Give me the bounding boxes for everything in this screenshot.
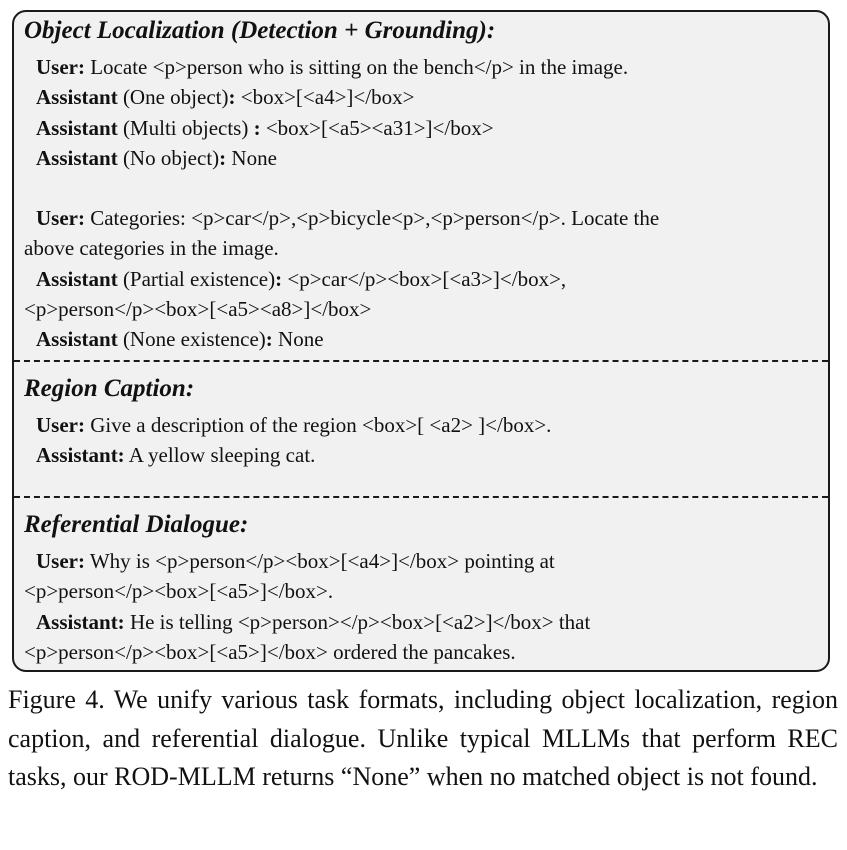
answer-text: <box>[<a4>]</box> bbox=[235, 85, 415, 110]
spacer bbox=[24, 173, 820, 203]
user-label: User: bbox=[36, 549, 85, 573]
answer-text: None bbox=[226, 145, 277, 170]
object-localization-section bbox=[14, 14, 828, 355]
user-prompt-text: Why is <p>person</p><box>[<a4>]</box> pointing at bbox=[84, 549, 555, 573]
assistant-label: Assistant bbox=[36, 115, 118, 140]
user-prompt-text: Give a description of the region <box>[ <a2> ]</box>. bbox=[84, 413, 552, 437]
assistant-one-object-line bbox=[24, 82, 820, 112]
qualifier-text: (No object) bbox=[117, 145, 220, 170]
answer-text: <p>car</p><box>[<a3>]</box>, bbox=[282, 266, 567, 291]
user-prompt-line bbox=[24, 410, 820, 440]
answer-text: <box>[<a5><a31>]</box> bbox=[260, 115, 494, 140]
answer-text: A yellow sleeping cat. bbox=[124, 443, 316, 468]
user-label: User: bbox=[36, 413, 85, 437]
qualifier-text: (None existence) bbox=[117, 327, 266, 352]
user-label: User: bbox=[36, 206, 85, 231]
assistant-label: Assistant: bbox=[36, 443, 125, 468]
assistant-label: Assistant bbox=[36, 85, 118, 110]
assistant-answer-line bbox=[24, 440, 820, 470]
assistant-label: Assistant bbox=[36, 145, 118, 170]
user-prompt-continued: <p>person</p><box>[<a5>]</box>. bbox=[24, 579, 334, 604]
colon: : bbox=[265, 327, 273, 352]
qualifier-text: (Partial existence) bbox=[117, 266, 276, 291]
figure-panel bbox=[12, 10, 830, 672]
section-divider bbox=[14, 360, 828, 362]
section-title: Object Localization (Detection + Grounding): bbox=[24, 17, 496, 44]
assistant-label: Assistant bbox=[36, 327, 118, 352]
section-title: Referential Dialogue: bbox=[24, 511, 249, 538]
colon: : bbox=[228, 85, 236, 110]
section-divider bbox=[14, 496, 828, 498]
figure-caption: Figure 4. We unify various task formats, including object localization, region caption, and referential dialogue. Unlike typical MLLMs that perform REC tasks, our ROD-MLLM returns “None” when no matched object is not found. bbox=[8, 685, 838, 791]
user-prompt-text: Categories: <p>car</p>,<p>bicycle<p>,<p>person</p>. Locate the bbox=[84, 206, 660, 231]
user-prompt-line bbox=[24, 52, 820, 82]
qualifier-text: (One object) bbox=[117, 85, 229, 110]
user-prompt-text: Locate <p>person who is sitting on the bench</p> in the image. bbox=[84, 55, 629, 79]
assistant-no-object-line bbox=[24, 143, 820, 173]
user-categories-line-continued: above categories in the image. bbox=[24, 236, 279, 261]
colon: : bbox=[275, 266, 283, 291]
answer-text: None bbox=[272, 327, 324, 352]
user-label: User: bbox=[36, 55, 85, 79]
assistant-partial-existence-continued: <p>person</p><box>[<a5><a8>]</box> bbox=[24, 297, 372, 322]
assistant-label: Assistant: bbox=[36, 609, 125, 634]
user-prompt-line bbox=[24, 546, 820, 576]
assistant-answer-line bbox=[24, 607, 820, 637]
section-title: Region Caption: bbox=[24, 375, 195, 402]
user-categories-line bbox=[24, 203, 820, 233]
assistant-multi-objects-line bbox=[24, 113, 820, 143]
answer-text: He is telling <p>person></p><box>[<a2>]</box> that bbox=[124, 609, 591, 634]
assistant-label: Assistant bbox=[36, 266, 118, 291]
colon: : bbox=[219, 145, 227, 170]
assistant-partial-existence-line bbox=[24, 264, 820, 294]
assistant-answer-continued: <p>person</p><box>[<a5>]</box> ordered the pancakes. bbox=[24, 639, 516, 664]
colon: : bbox=[253, 115, 261, 140]
referential-dialogue-section bbox=[14, 508, 828, 667]
qualifier-text: (Multi objects) bbox=[117, 115, 254, 140]
region-caption-section bbox=[14, 372, 828, 471]
assistant-none-existence-line bbox=[24, 324, 820, 354]
